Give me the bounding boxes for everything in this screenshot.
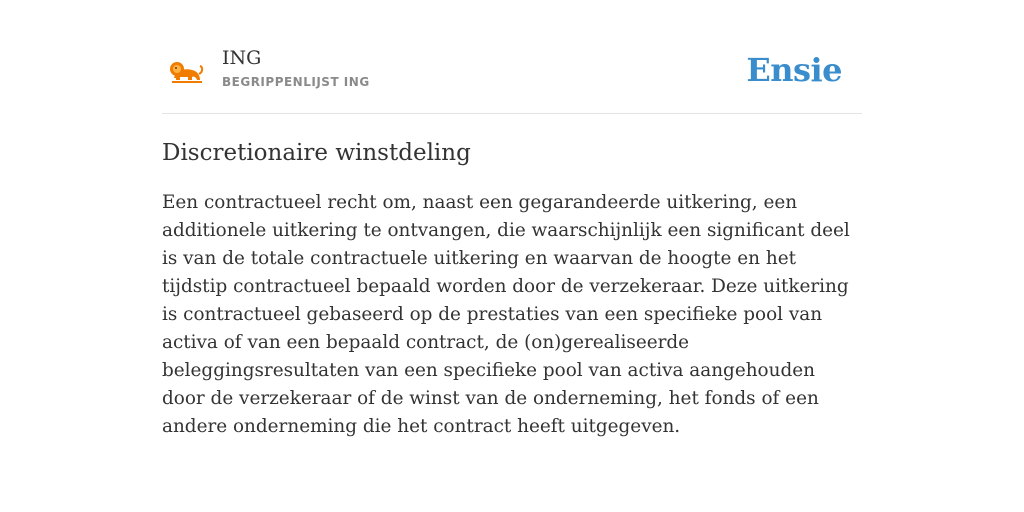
term-title: Discretionaire winstdeling — [162, 140, 471, 166]
term-definition: Een contractueel recht om, naast een gegarandeerde uitkering, een additionele uitkering te ontvangen, die waarschijnlijk een significant deel is van de totale contractuele uitkering en waarvan de hoogte en het tijdstip contractueel bepaald worden door de verzekeraar. Deze uitkering is contractueel gebaseerd op de prestaties van een specifieke pool van activa of van een bepaald contract, de (on)gerealiseerde beleggingsresultaten van een specifieke pool van activa aangehouden door de verzekeraar of de winst van de onderneming, het fonds of een andere onderneming die het contract heeft uitgegeven. — [162, 192, 850, 437]
organization-name[interactable]: ING — [222, 47, 262, 69]
ensie-brand-logo[interactable]: Ensie — [746, 51, 842, 89]
definition-card — [162, 40, 862, 441]
card-header — [162, 40, 862, 114]
glossary-subtitle[interactable]: BEGRIPPENLIJST ING — [222, 75, 370, 89]
ing-lion-logo-icon[interactable] — [166, 56, 204, 86]
